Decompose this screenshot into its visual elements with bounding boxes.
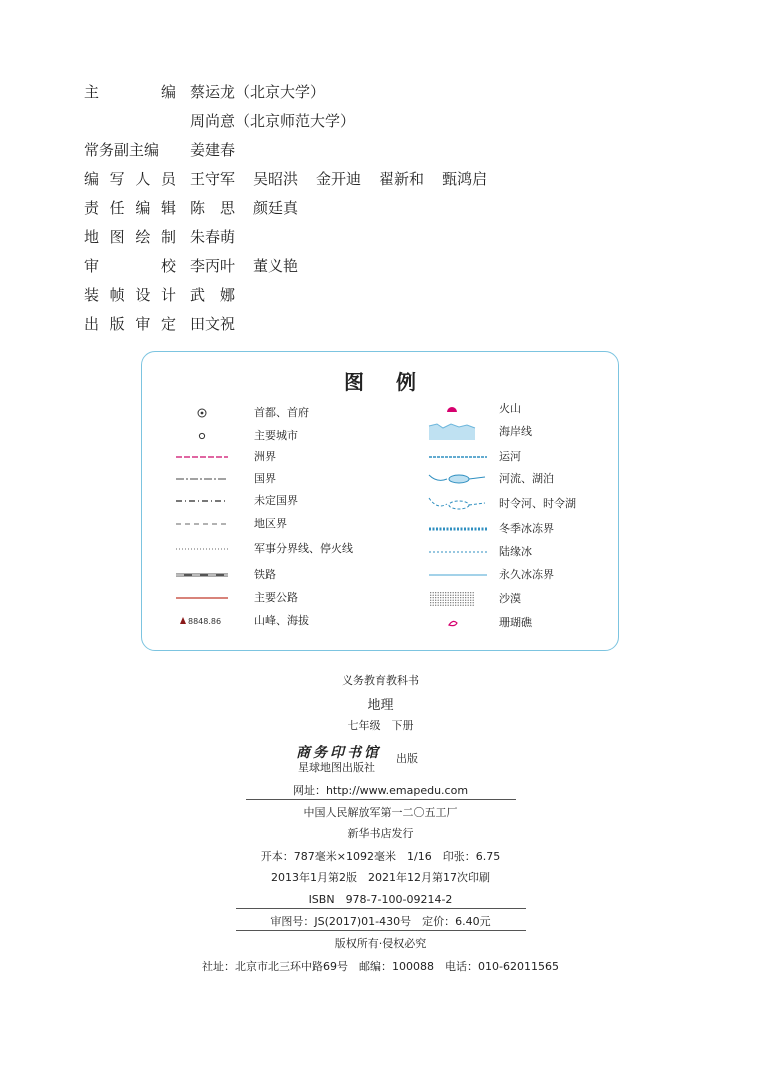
divider [246,799,516,800]
distributor-text: 新华书店发行 [347,827,414,840]
legend-label: 沙漠 [499,592,521,605]
isbn-text: ISBN 978-7-100-09214-2 [308,893,453,906]
credit-name: 田文祝 [190,315,236,333]
seasonal-river-icon [427,494,487,514]
credit-role-char: 地 [84,228,100,246]
city-icon [172,426,232,446]
credit-role-char: 计 [160,286,176,304]
series-title: 义务教育教科书 [342,674,419,687]
credit-row [84,281,704,310]
credit-name: 金开迪 [316,170,362,188]
credit-role [84,78,176,107]
coastline-icon [427,422,487,442]
credit-name: 李丙叶 [190,257,236,275]
credit-name: 甄鸿启 [442,170,488,188]
credit-name: 周尚意（北京师范大学） [190,112,356,130]
legend-label: 河流、湖泊 [499,472,554,485]
permafrost-icon [427,565,487,585]
divider [236,908,526,909]
credit-row [84,252,704,281]
credit-role-char: 审 [84,257,100,275]
railway-icon [172,565,232,585]
legend-label: 首都、首府 [254,406,309,419]
publisher-block [296,742,476,776]
legend-label: 永久冰冻界 [499,568,554,581]
legend-label: 时令河、时令湖 [499,497,576,510]
credit-row [84,194,704,223]
peak-icon [172,611,232,631]
credit-row [84,78,704,107]
credit-role-char: 编 [84,170,100,188]
credit-role-char: 图 [109,228,125,246]
legend-label: 运河 [499,450,521,463]
legend-title: 图例 [344,370,448,394]
publisher-commercial-press: 商务印书馆 [296,745,381,761]
legend-label: 山峰、海拔 [254,614,309,627]
credit-role-char: 写 [109,170,125,188]
credit-role-char: 主 [84,83,100,101]
subject-title: 地理 [367,698,394,713]
legend-label: 未定国界 [254,494,298,507]
winter-ice-icon [427,519,487,539]
credit-role [84,281,176,310]
approval-text: 审图号：JS(2017)01-430号 定价：6.40元 [270,915,491,928]
undefined-boundary-icon [172,491,232,511]
credit-role-char: 任 [109,199,125,217]
credit-name: 翟新和 [379,170,425,188]
legend-label: 主要公路 [254,591,298,604]
coral-reef-icon [427,613,487,633]
legend-label: 军事分界线、停火线 [254,542,353,555]
credit-role [84,252,176,281]
highway-icon [172,588,232,608]
credit-row [84,165,704,194]
credit-names [190,194,316,223]
grade-volume: 七年级 下册 [347,719,414,732]
river-lake-icon [427,469,487,489]
credits-section [84,78,704,339]
credit-role-char: 设 [135,286,151,304]
credit-role-char: 辑 [160,199,176,217]
credit-name: 蔡运龙（北京大学） [190,83,326,101]
credit-role [84,165,176,194]
legend-label: 珊瑚礁 [499,616,532,629]
credit-role [84,136,176,165]
credit-role-char: 绘 [135,228,151,246]
credit-role-char: 人 [135,170,151,188]
credit-name: 陈 思 [190,199,236,217]
format-text: 开本：787毫米×1092毫米 1/16 印张：6.75 [260,850,501,863]
legend-label: 海岸线 [499,425,532,438]
credit-role-char: 装 [84,286,100,304]
credit-name: 姜建春 [190,141,236,159]
credit-names [190,281,253,310]
capital-icon [172,403,232,423]
credit-names [190,165,505,194]
legend-label: 主要城市 [254,429,298,442]
credit-name: 吴昭洪 [253,170,299,188]
peak-value: 8848.86 [188,617,222,626]
credit-role-char: 编 [135,199,151,217]
credit-names [190,78,343,107]
credit-names [190,310,253,339]
divider [236,930,526,931]
credit-role-char: 出 [84,315,100,333]
legend-label: 铁路 [254,568,276,581]
credit-role-char: 版 [109,315,125,333]
publish-word: 出版 [396,752,418,765]
credit-role-char: 编 [160,83,176,101]
credit-names [190,136,253,165]
publisher-map-press: 星球地图出版社 [298,761,375,774]
credit-role [84,223,176,252]
volcano-icon [427,399,487,419]
credit-role-char: 帧 [109,286,125,304]
credit-row [84,310,704,339]
credit-row [84,223,704,252]
credit-role-char: 常务副主编 [84,141,160,159]
legend-label: 冬季冰冻界 [499,522,554,535]
credit-names [190,107,373,136]
credit-name: 朱春萌 [190,228,236,246]
credit-name: 武 娜 [190,286,236,304]
credit-names [190,252,316,281]
legend-label: 陆缘冰 [499,545,532,558]
legend-label: 洲界 [254,450,276,463]
credit-row [84,136,704,165]
credit-role-char: 制 [160,228,176,246]
legend-label: 地区界 [254,517,287,530]
national-boundary-icon [172,469,232,489]
credit-name: 颜廷真 [253,199,299,217]
credit-role [84,310,176,339]
credit-name: 董义艳 [253,257,299,275]
credit-role-char: 员 [160,170,176,188]
website-text: 网址：http://www.emapedu.com [292,784,469,797]
printer-text: 中国人民解放军第一二〇五工厂 [303,806,458,819]
credit-role-char: 校 [160,257,176,275]
address-text: 社址：北京市北三环中路69号 邮编：100088 电话：010-62011565 [202,960,559,973]
credit-row [84,107,704,136]
continent-boundary-icon [172,447,232,467]
ceasefire-line-icon [172,539,232,559]
legend-label: 火山 [499,402,521,415]
desert-icon [427,589,487,609]
credit-names [190,223,253,252]
credit-role-char: 责 [84,199,100,217]
credit-role [84,194,176,223]
legend-label: 国界 [254,472,276,485]
credit-role-char: 审 [135,315,151,333]
copyright-text: 版权所有·侵权必究 [334,937,427,950]
map-legend [141,351,619,651]
credit-role-char: 定 [160,315,176,333]
edition-text: 2013年1月第2版 2021年12月第17次印刷 [271,871,490,884]
land-ice-icon [427,542,487,562]
region-boundary-icon [172,514,232,534]
credit-name: 王守军 [190,170,236,188]
canal-icon [427,447,487,467]
